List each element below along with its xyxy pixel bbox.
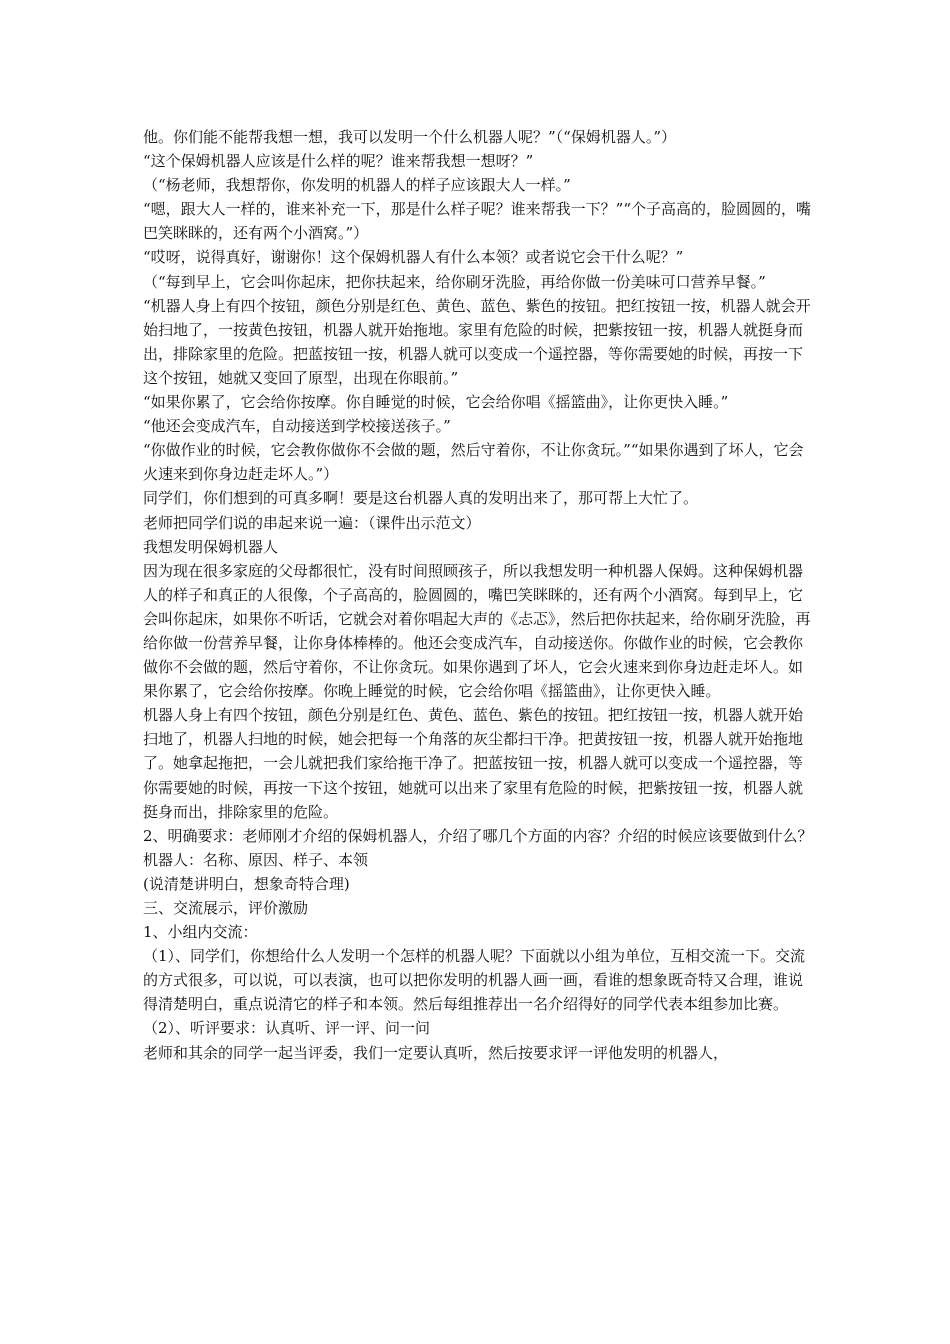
group-exchange-heading: 1、小组内交流： xyxy=(143,923,258,942)
document-body xyxy=(143,125,815,1065)
paragraph-7: “机器人身上有四个按钮，颜色分别是红色、黄色、蓝色、紫色的按钮。把红按钮一按，机器人就会开始扫地了，一按黄色按钮，机器人就开始拖地。家里有危险的时候，把紫按钮一按，机器人就挺身而出，排除家里的危险。把蓝按钮一按，机器人就可以变成一个遥控器，等你需要她的时候，再按一下这个按钮，她就又变回了原型，出现在你眼前。” xyxy=(143,296,811,387)
paragraph-12: 老师把同学们说的串起来说一遍：（课件出示范文） xyxy=(143,513,481,532)
speaking-guideline: (说清楚讲明白，想象奇特合理) xyxy=(143,874,350,893)
paragraph-1: 他。你们能不能帮我想一想，我可以发明一个什么机器人呢？”（“保姆机器人。”） xyxy=(143,128,677,146)
requirement-heading: 2、明确要求：老师刚才介绍的保姆机器人，介绍了哪几个方面的内容？介绍的时候应该要做到什么？ xyxy=(143,826,813,845)
paragraph-last: 老师和其余的同学一起当评委，我们一定要认真听，然后按要求评一评他发明的机器人， xyxy=(143,1043,729,1062)
paragraph-9: “他还会变成汽车，自动接送到学校接送孩子。” xyxy=(143,417,451,436)
paragraph-4: “嗯，跟大人一样的，谁来补充一下，那是什么样子呢？谁来帮我一下？”“个子高高的，脸圆圆的，嘴巴笑眯眯的，还有两个小酒窝。”） xyxy=(143,200,812,243)
group-exchange-step-1: （1）、同学们，你想给什么人发明一个怎样的机器人呢？下面就以小组为单位，互相交流一下。交流的方式很多，可以说，可以表演，也可以把你发明的机器人画一画，看谁的想象既奇特又合理，谁说得清楚明白，重点说清它的样子和本领。然后每组推荐出一名介绍得好的同学代表本组参加比赛。 xyxy=(143,947,806,1014)
paragraph-5: “哎呀，说得真好，谢谢你！这个保姆机器人有什么本领？或者说它会干什么呢？” xyxy=(143,248,684,267)
group-exchange-step-2: （2）、听评要求：认真听、评一评、问一问 xyxy=(143,1019,431,1038)
robot-aspects: 机器人：名称、原因、样子、本领 xyxy=(143,850,369,869)
paragraph-2: “这个保姆机器人应该是什么样的呢？谁来帮我想一想呀？” xyxy=(143,152,534,171)
paragraph-11: 同学们，你们想到的可真多啊！要是这台机器人真的发明出来了，那可帮上大忙了。 xyxy=(143,489,699,508)
section-heading-3: 三、交流展示，评价激励 xyxy=(143,899,309,917)
paragraph-3: （“杨老师，我想帮你，你发明的机器人的样子应该跟大人一样。” xyxy=(143,176,571,195)
sample-essay-paragraph-2: 机器人身上有四个按钮，颜色分别是红色、黄色、蓝色、紫色的按钮。把红按钮一按，机器人就开始扫地了，机器人扫地的时候，她会把每一个角落的灰尘都扫干净。把黄按钮一按，机器人就开始拖地了。她拿起拖把，一会儿就把我们家给拖干净了。把蓝按钮一按，机器人就可以变成一个遥控器，等你需要她的时候，再按一下这个按钮，她就可以出来了家里有危险的时候，把紫按钮一按，机器人就挺身而出，排除家里的危险。 xyxy=(143,706,804,821)
sample-essay-title: 我想发明保姆机器人 xyxy=(143,537,279,556)
paragraph-6: （“每到早上，它会叫你起床，把你扶起来，给你刷牙洗脸，再给你做一份美味可口营养早餐。” xyxy=(143,272,766,291)
paragraph-8: “如果你累了，它会给你按摩。你自睡觉的时候，它会给你唱《摇篮曲》，让你更快入睡。” xyxy=(143,393,729,412)
sample-essay-paragraph-1: 因为现在很多家庭的父母都很忙，没有时间照顾孩子，所以我想发明一种机器人保姆。这种保姆机器人的样子和真正的人很像，个子高高的，脸圆圆的，嘴巴笑眯眯的，还有两个小酒窝。每到早上，它会叫你起床，如果你不听话，它就会对着你唱起大声的《忐忑》，然后把你扶起来，给你刷牙洗脸，再给你做一份营养早餐，让你身体棒棒的。他还会变成汽车，自动接送你。你做作业的时候，它会教你做你不会做的题，然后守着你，不让你贪玩。如果你遇到了坏人，它会火速来到你身边赶走坏人。如果你累了，它会给你按摩。你晚上睡觉的时候，它会给你唱《摇篮曲》，让你更快入睡。 xyxy=(143,561,811,701)
paragraph-10: “你做作业的时候，它会教你做你不会做的题，然后守着你，不让你贪玩。”“如果你遇到了坏人，它会火速来到你身边赶走坏人。”） xyxy=(143,441,804,484)
